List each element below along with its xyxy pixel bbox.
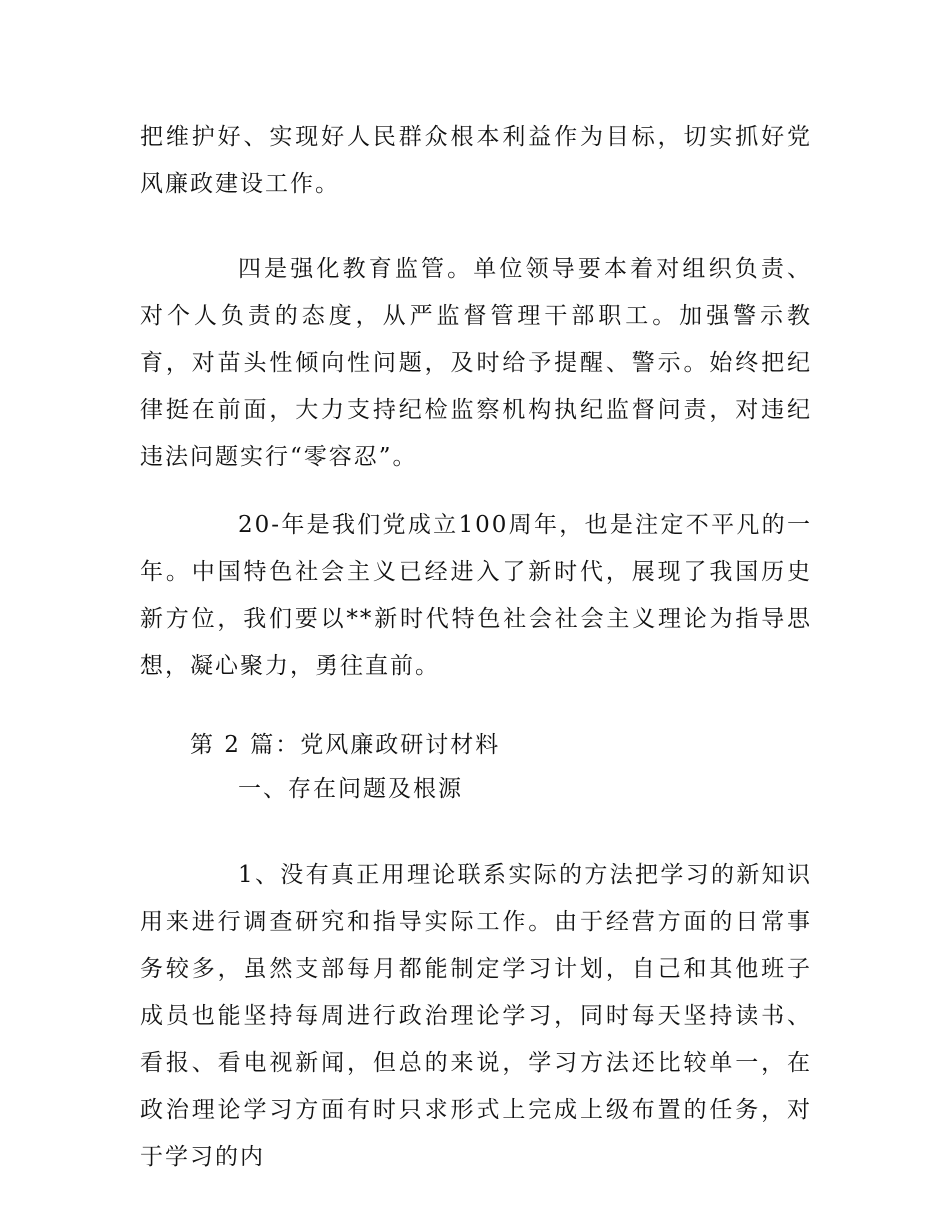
paragraph-centenary: 20-年是我们党成立100周年，也是注定不平凡的一年。中国特色社会主义已经进入了新时代，展现了我国历史新方位，我们要以**新时代特色社会社会主义理论为指导思想，凝心聚力，勇往直前。 [140,512,812,679]
paragraph-education-supervision: 四是强化教育监管。单位领导要本着对组织负责、对个人负责的态度，从严监督管理干部职工。加强警示教育，对苗头性倾向性问题，及时给予提醒、警示。始终把纪律挺在前面，大力支持纪检监察机构执纪监督问责，对违纪违法问题实行“零容忍”。 [140,256,812,470]
article-title: 第 2 篇：党风廉政研讨材料 [190,732,501,758]
section-heading: 一、存在问题及根源 [238,776,463,802]
body-paragraph: 1、没有真正用理论联系实际的方法把学习的新知识用来进行调查研究和指导实际工作。由于经营方面的日常事务较多，虽然支部每月都能制定学习计划，自己和其他班子成员也能坚持每周进行政治理论学习，同时每天坚持读书、看报、看电视新闻，但总的来说，学习方法还比较单一，在政治理论学习方面有时只求形式上完成上级布置的任务，对于学习的内 [140,862,812,1170]
paragraph-continuation: 把维护好、实现好人民群众根本利益作为目标，切实抓好党风廉政建设工作。 [140,124,812,197]
